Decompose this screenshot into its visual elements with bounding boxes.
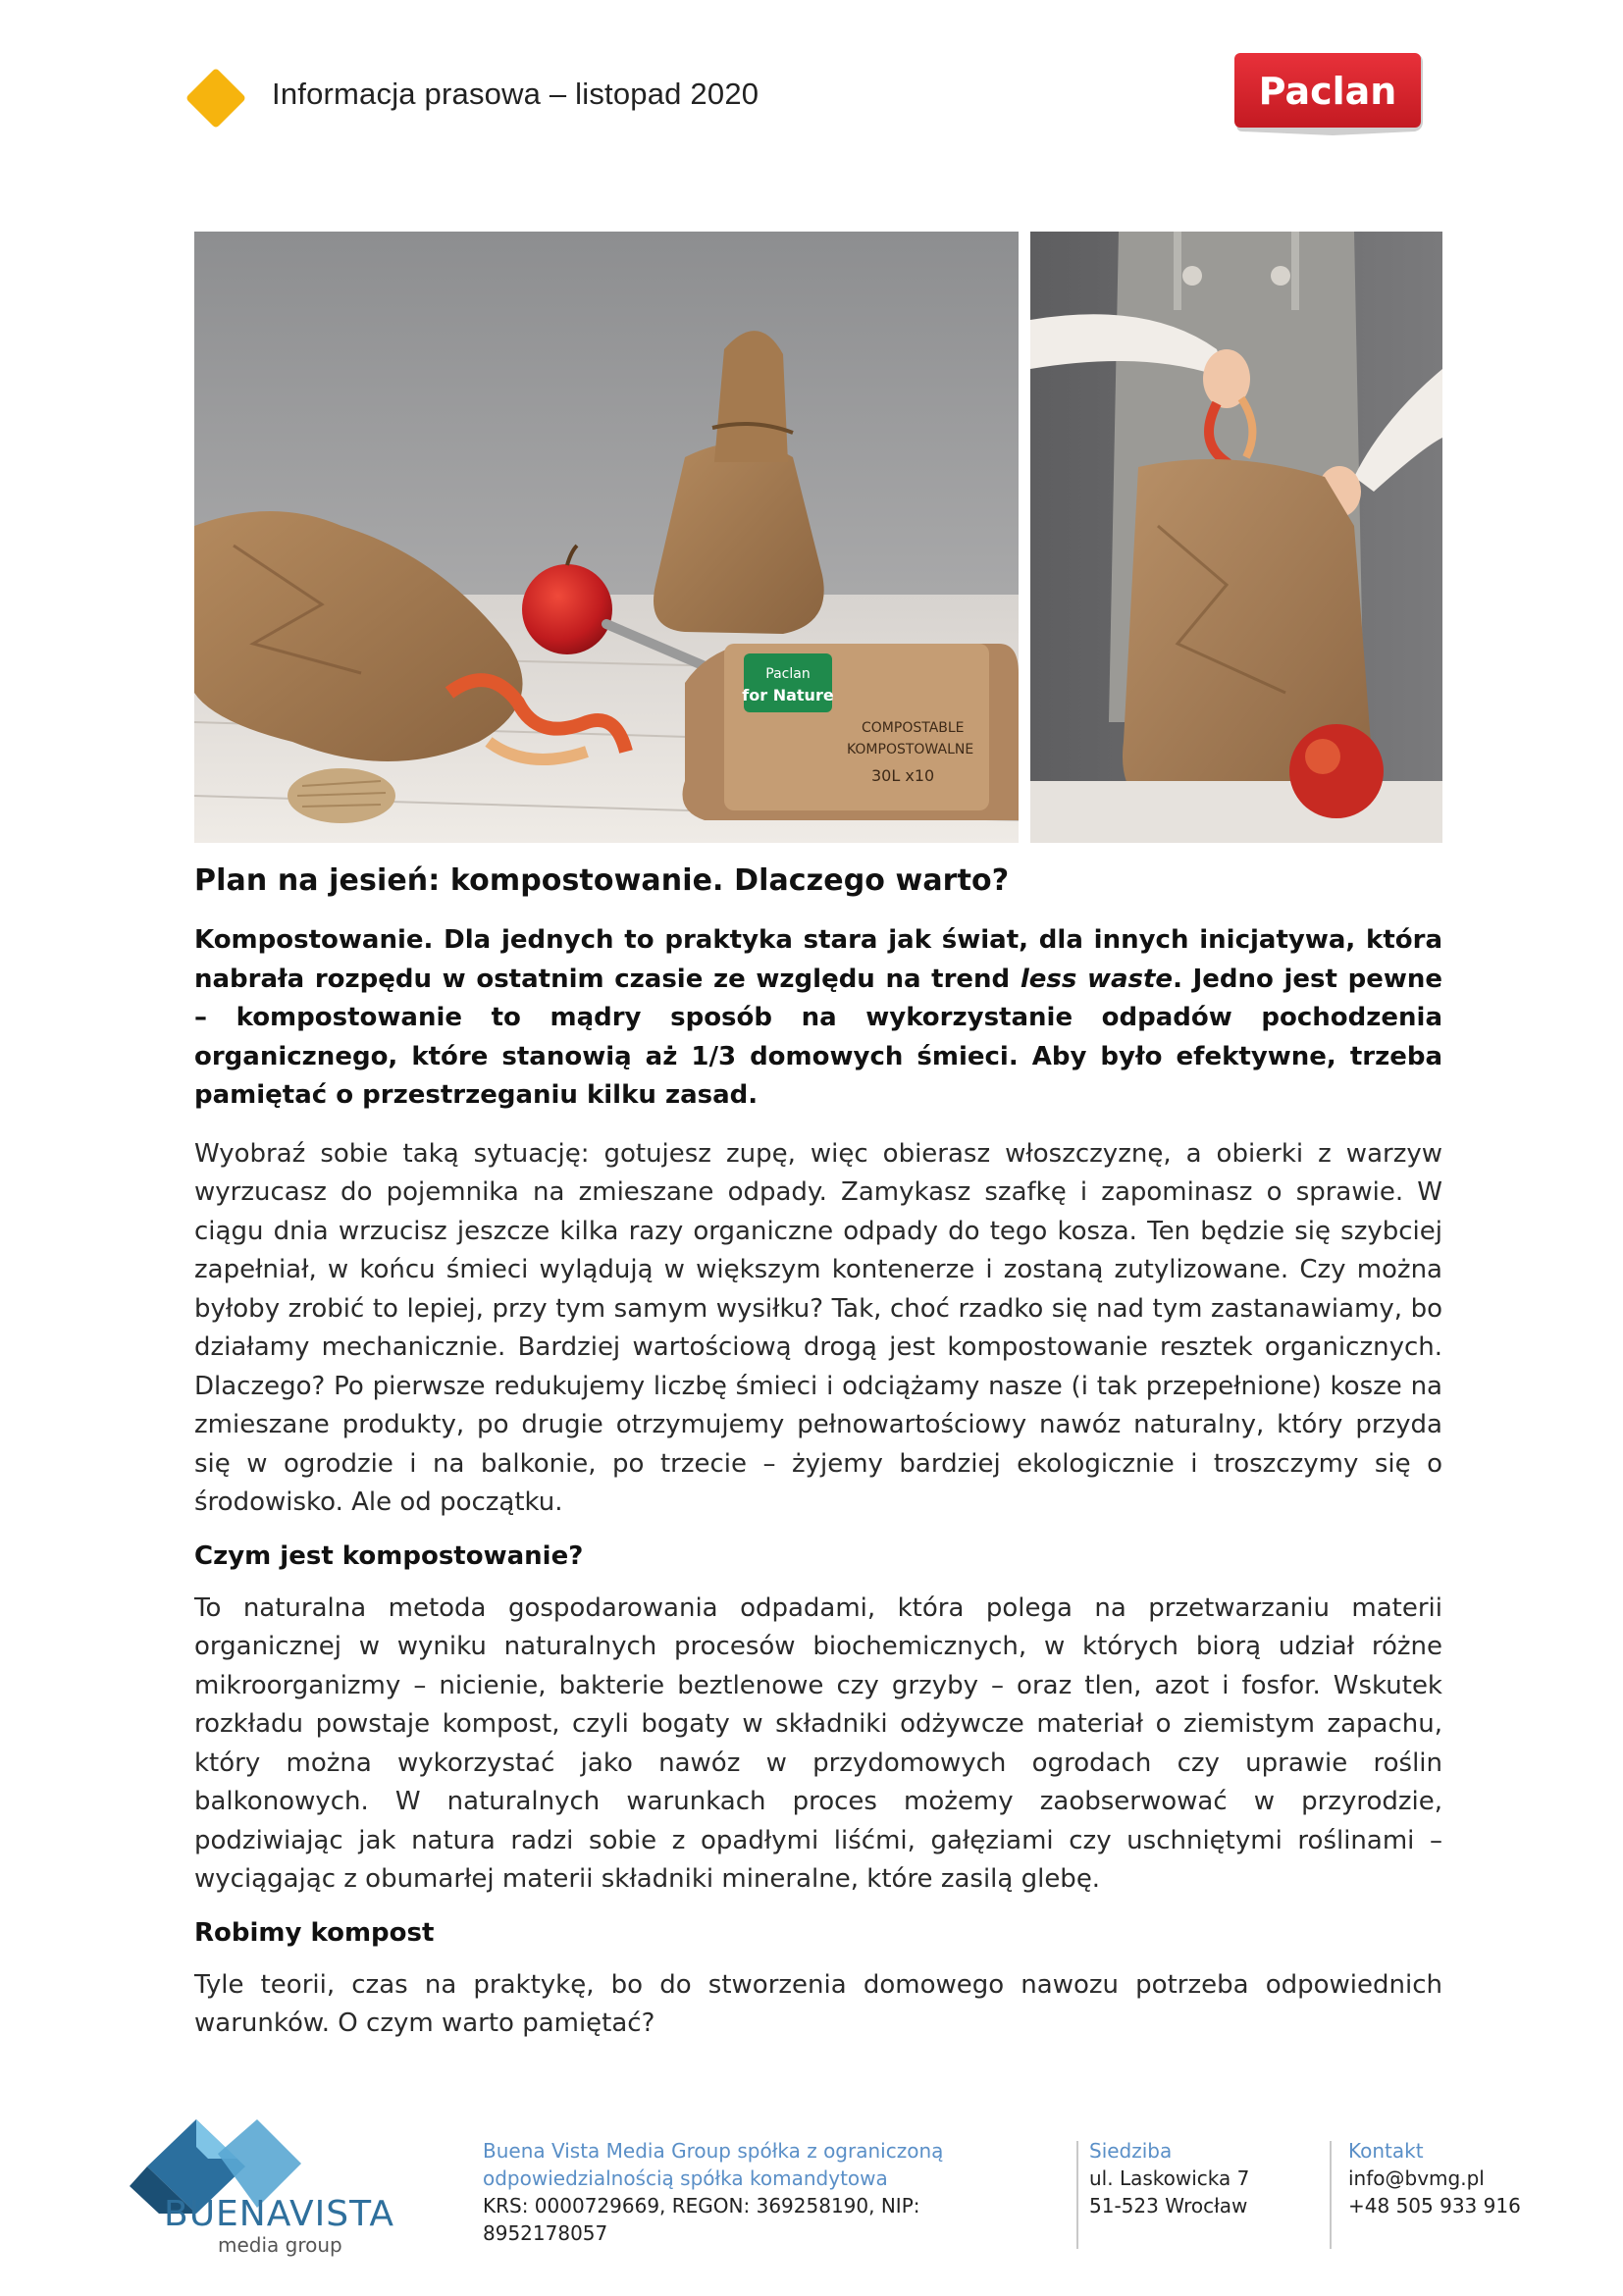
package-line: for Nature [742,686,834,704]
logo-sub-text: media group [218,2233,342,2257]
contact-label: Kontakt [1348,2139,1424,2163]
section-heading-making-compost: Robimy kompost [194,1917,435,1948]
paragraph-3: Tyle teorii, czas na praktykę, bo do stworzenia domowego nawozu potrzeba odpowiednich warunków. O czym warto pamiętać? [194,1969,1442,2038]
footer-contact [1348,2137,1544,2219]
section-heading-composting: Czym jest kompostowanie? [194,1540,584,1571]
photo-hands-bag [1030,232,1442,843]
buenavista-logo [90,2110,424,2267]
article-title: Plan na jesień: kompostowanie. Dlaczego warto? [194,863,1010,898]
photo-paper-bags [194,232,1019,843]
hq-street: ul. Laskowicka 7 [1089,2166,1250,2190]
footer-company [483,2137,1032,2247]
paragraph-2: To naturalna metoda gospodarowania odpadami, która polega na przetwarzaniu materii organicznej w wyniku naturalnych procesów biochemicznych, w których biorą udział różne mikroorganizmy – nicienie, bakterie beztlenowe czy grzyby – oraz tlen, azot i fosfor. Wskutek rozkładu powstaje kompost, czyli bogaty w składniki odżywcze materiał o ziemistym zapachu, który można wykorzystać jako nawóz w przydomowych ogrodach czy uprawie roślin balkonowych. W naturalnych warunkach proces możemy zaobserwować w przyrodzie, podziwiając jak natura radzi sobie z opadłymi liśćmi, gałęziami czy uschniętymi roślinami – wyciągając z obumarłej materii składniki mineralne, które zasilą glebę. [194,1592,1442,1894]
package-size: 30L x10 [871,766,935,785]
footer-hq [1089,2137,1285,2219]
press-release-title: Informacja prasowa – listopad 2020 [272,77,759,111]
paclan-logo-text: Paclan [1258,70,1397,113]
contact-email[interactable]: info@bvmg.pl [1348,2166,1485,2190]
footer-divider [1076,2141,1078,2249]
package-compostable: COMPOSTABLE [862,720,965,736]
lead-part2: . Jedno jest pewne – kompostowanie to mądry sposób na wykorzystanie odpadów pochodzenia organicznego, które stanowią aż 1/3 domowych śmieci. Aby było efektywne, trzeba pamiętać o przestrzeganiu kilku zasad. [194,964,1443,1110]
hq-label: Siedziba [1089,2139,1173,2163]
company-line2: odpowiedzialnością spółka komandytowa [483,2166,888,2190]
header-diamond-icon [185,68,246,129]
lead-emphasis: less waste [1020,964,1174,994]
footer [0,2100,1623,2296]
paclan-logo [1234,53,1429,137]
lead-part1: Kompostowanie. Dla jednych to praktyka stara jak świat, dla innych inicjatywa, która nabrała rozpędu w ostatnim czasie ze względu na trend [194,925,1442,994]
paragraph-1: Wyobraź sobie taką sytuację: gotujesz zupę, więc obierasz włoszczyznę, a obierki z warzyw wyrzucasz do pojemnika na zmieszane odpady. Zamykasz szafkę i zapominasz o sprawie. W ciągu dnia wrzucisz jeszcze kilka razy organiczne odpady do tego kosza. Ten będzie się szybciej zapełniał, w końcu śmieci wylądują w większym kontenerze i zostaną zutylizowane. Czy można byłoby zrobić to lepiej, przy tym samym wysiłku? Tak, choć rzadko się nad tym zastanawiamy, bo działamy mechanicznie. Bardziej wartościową drogą jest kompostowanie resztek organicznych. Dlaczego? Po pierwsze redukujemy liczbę śmieci i odciążamy nasze (i tak przepełnione) kosze na zmieszane produkty, po drugie otrzymujemy pełnowartościowy nawóz naturalny, który przyda się w ogrodzie i na balkonie, po trzecie – żyjemy bardziej ekologicznie i troszczymy się o środowisko. Ale od początku. [194,1138,1442,1517]
company-ids: KRS: 0000729669, REGON: 369258190, NIP: 8952178057 [483,2194,920,2245]
logo-main-text: BUENAVISTA [164,2194,394,2234]
contact-phone[interactable]: +48 505 933 916 [1348,2194,1521,2218]
article-lead [194,921,1442,1116]
hq-city: 51-523 Wrocław [1089,2194,1248,2218]
package-kompostowalne: KOMPOSTOWALNE [847,742,974,757]
company-line1: Buena Vista Media Group spółka z ograniczoną [483,2139,944,2163]
article [194,863,1442,2060]
package-brand: Paclan [765,666,811,682]
footer-divider [1330,2141,1332,2249]
